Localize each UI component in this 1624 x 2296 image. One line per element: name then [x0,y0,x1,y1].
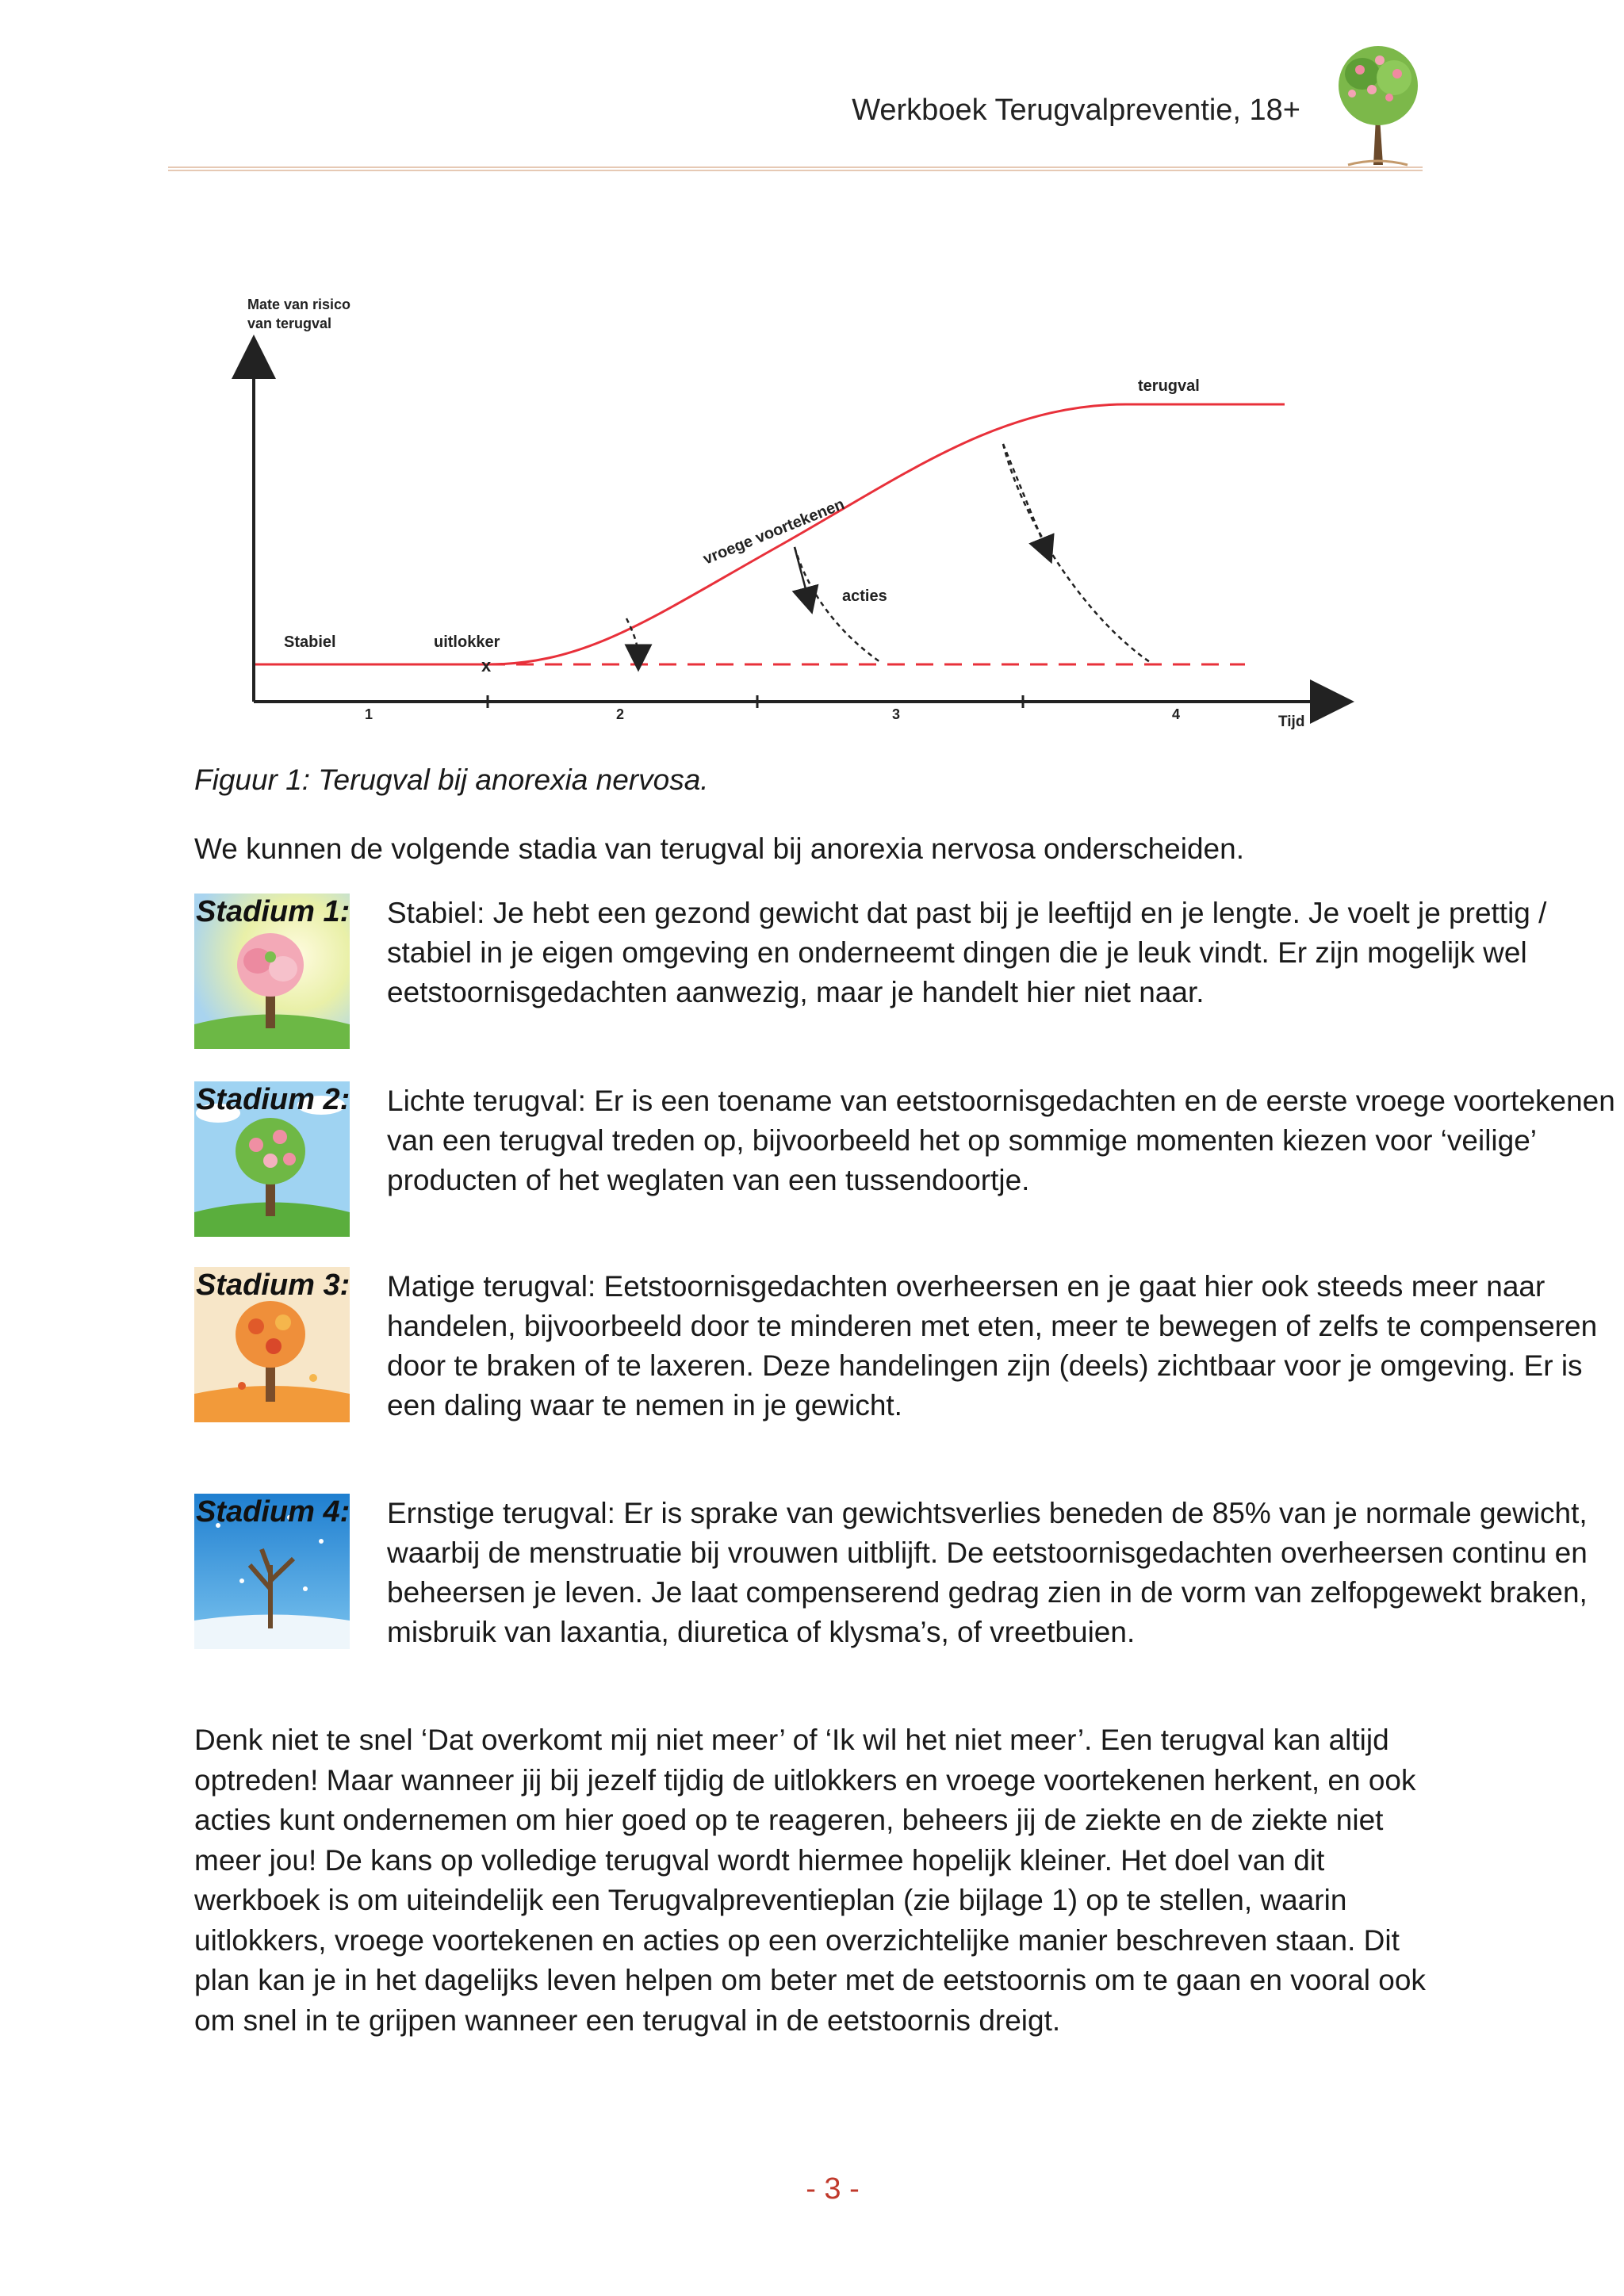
x-tick-label-1: 1 [365,706,373,722]
closing-paragraph: Denk niet te snel ‘Dat overkomt mij niet meer’ of ‘Ik wil het niet meer’. Een terugval kan altijd optreden! Maar wanneer jij bij jezelf tijdig de uitlokkers en vroege voortekenen herkent, en ook acties kunt ondernemen om hier goed op te reageren, beheers jij de ziekte en de ziekte niet meer jou! De kans op volledige terugval wordt hiermee hopelijk kleiner. Het doel van dit werkboek is om uiteindelijk een Terugvalpreventieplan (zie bijlage 1) op te stellen, waarin uitlokkers, vroege voortekenen en acties op een overzichtelijke manier beschreven staan. Dit plan kan je in het dagelijks leven helpen om beter met de eetstoornis om te gaan en vooral ook om snel in te grijpen wanneer een terugval in de eetstoornis dreigt. [194,1724,1426,2037]
label-stabiel: Stabiel [284,633,336,651]
stage-4-text: Ernstige terugval: Er is sprake van gewichtsverlies beneden de 85% van je normale gewicht, waarbij de menstruatie bij vrouwen uitblijft. De eetstoornisgedachten overheersen continu en beheersen je leven. Je laat compenserend gedrag zien in de vorm van zelfopgewekt braken, misbruik van laxantia, diuretica of klysma’s, of vreetbuien. [387,1497,1588,1648]
label-acties: acties [842,587,887,605]
page-number: - 3 - [806,2172,860,2206]
label-terugval: terugval [1138,377,1200,395]
stage-2-text: Lichte terugval: Er is een toename van eetstoornisgedachten en de eerste vroege voortekenen van een terugval treden op, bijvoorbeeld het op sommige momenten kiezen voor ‘veilige’ producten of het weglaten van een tussendoortje. [387,1085,1615,1196]
tree-logo-icon [1332,38,1423,169]
label-vroege-voortekenen: vroege voortekenen [700,496,848,568]
x-axis-label: Tijd [1278,714,1305,730]
trigger-marker: x [481,656,492,675]
stage-2-label: Stadium 2: [196,1083,350,1116]
stage-1-text: Stabiel: Je hebt een gezond gewicht dat past bij je leeftijd en je lengte. Je voelt je prettig / stabiel in je eigen omgeving en onderneemt dingen die je leuk vindt. Er zijn mogelijk wel eetstoornisgedachten aanwezig, maar je handelt hier niet naar. [387,897,1547,1008]
intro-paragraph: We kunnen de volgende stadia van terugval bij anorexia nervosa onderscheiden. [194,832,1244,865]
relapse-chart [206,285,1364,745]
stage-3-text: Matige terugval: Eetstoornisgedachten overheersen en je gaat hier ook steeds meer naar handelen, bijvoorbeeld door te minderen met eten, meer te bewegen of zelfs te compenseren door te braken of te laxeren. Deze handelingen zijn (deels) zichtbaar voor je omgeving. Er is een daling waar te nemen in je gewicht. [387,1270,1598,1422]
y-axis-label-line1: Mate van risico [247,297,351,312]
stage-4-label: Stadium 4: [196,1495,350,1529]
document-header-title: Werkboek Terugvalpreventie, 18+ [852,94,1300,127]
header-divider [168,166,1423,171]
y-axis-label-line2: van terugval [247,316,332,331]
x-tick-label-4: 4 [1172,706,1181,722]
x-tick-label-2: 2 [616,706,625,722]
stage-1-label: Stadium 1: [196,895,350,928]
label-uitlokker: uitlokker [434,633,500,651]
stage-3-label: Stadium 3: [196,1269,350,1302]
x-tick-label-3: 3 [892,706,901,722]
figure-caption: Figuur 1: Terugval bij anorexia nervosa. [194,763,709,796]
